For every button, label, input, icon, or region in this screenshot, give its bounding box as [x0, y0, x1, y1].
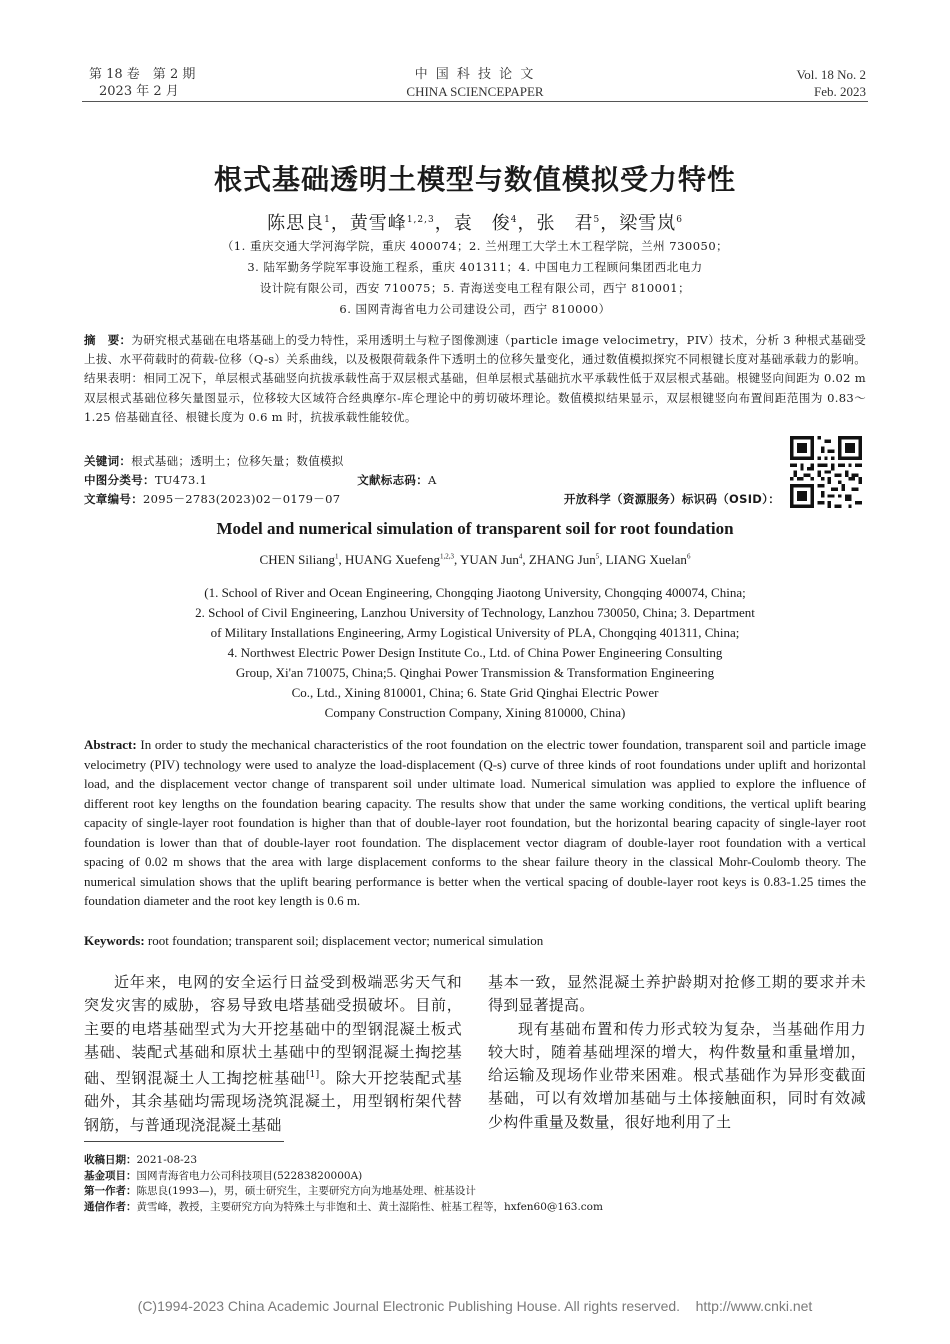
doc-code-label: 文献标志码：: [357, 473, 429, 487]
osid-line: [540, 490, 780, 509]
author-name-en: CHEN Siliang: [259, 552, 336, 567]
author-affil-sup: 5: [595, 552, 600, 561]
affiliation-line-en: of Military Installations Engineering, Army Logistical University of PLA, Chongqing 401311, China;: [210, 625, 740, 640]
keywords-label-en: Keywords:: [84, 933, 145, 948]
abstract-label: 摘 要：: [84, 333, 132, 347]
body-paragraph: [84, 971, 462, 1137]
footnote-text: 黄雪峰，教授，主要研究方向为特殊土与非饱和土、黄土湿陷性、桩基工程等，hxfen60@163.com: [136, 1200, 603, 1213]
affiliation-line-en: Group, Xi'an 710075, China;5. Qinghai Power Transmission & Transformation Engineering: [235, 665, 715, 680]
author-affil-sup: 1,2,3: [439, 552, 454, 561]
footnote-rule: [84, 1141, 284, 1142]
affiliation-line-en: 4. Northwest Electric Power Design Institute Co., Ltd. of China Power Engineering Consulting: [227, 645, 723, 660]
author-affil-sup: 6: [676, 215, 683, 225]
abstract-en: [84, 735, 866, 911]
author-name: 袁 俊: [453, 213, 511, 234]
affiliation-line-en: 2. School of Civil Engineering, Lanzhou University of Technology, Lanzhou 730050, China; 3. Department: [195, 605, 755, 620]
footnotes: [84, 1153, 866, 1215]
qr-code-icon: [790, 436, 862, 508]
footnote-text: 陈思良(1993—)，男，硕士研究生，主要研究方向为地基处理、桩基设计: [136, 1185, 476, 1197]
header-rule: [82, 101, 868, 102]
clc-value: TU473.1: [154, 473, 208, 487]
volume-issue-en: Vol. 18 No. 2: [796, 67, 866, 82]
body-right-column: [488, 971, 866, 1134]
affiliation-line: （1. 重庆交通大学河海学院，重庆 400074；2. 兰州理工大学土木工程学院，兰州 730050；: [221, 239, 729, 253]
author-name-en: LIANG Xuelan: [605, 552, 687, 567]
abstract-text-en: In order to study the mechanical characteristics of the root foundation on the electric tower foundation, transparent soil and particle image velocimetry (PIV) technology were used to analyze the load-displacement (Q-s) curve of three kinds of root foundations under uplift and horizontal load, and the displacement vector change of transparent soil under ultimate load. Numerical simulation was applied to explore the influence of different root key lengths on the foundation bearing capacity. The results show that under the same working conditions, the vertical uplift bearing capacity of single-layer root foundation is higher than that of double-layer root foundation, but the horizontal bearing capacity of single-layer root foundation is lower than that of double-layer root foundation. The displacement vector diagram of double-layer root foundation with a vertical spacing of 0.02 m shows that the area with large displacement conforms to the shear failure theory in the classical Mohr-Coulomb theory. The numerical simulation shows that the uplift bearing performance is better when the vertical spacing of double-layer root keys is 0.83-1.25 times the foundation diameter and the root key length is 0.6 m.: [84, 737, 866, 908]
author-affil-sup: 1: [324, 215, 331, 225]
author-list-zh: 陈思良$^1$，黄雪峰$^{1,2,3}$，袁 俊$^4$，张 君$^5$，梁雪岚$^6$: [267, 213, 683, 234]
footnote-received: [84, 1153, 866, 1169]
footnote-label: 通信作者：: [84, 1200, 137, 1213]
paper-title-en: Model and numerical simulation of transparent soil for root foundation: [216, 519, 734, 538]
paragraph-text: 。除大开挖装配式基础外，其余基础均需现场浇筑混凝土，用型钢桁架代替钢筋，与普通现浇混凝土基础: [84, 1069, 462, 1134]
affiliation-line: 3. 陆军勤务学院军事设施工程系，重庆 401311；4. 中国电力工程顾问集团西北电力: [247, 260, 703, 274]
footnote-text: 国网青海省电力公司科技项目(52283820000A): [136, 1169, 363, 1182]
author-name: 黄雪峰: [349, 213, 407, 234]
abstract-label-en: Abstract:: [84, 737, 137, 752]
abstract-zh: [84, 331, 866, 427]
paragraph-text: 近年来，电网的安全运行日益受到极端恶劣天气和突发灾害的威胁，容易导致电塔基础受损破坏。目前，主要的电塔基础型式为大开挖基础中的型钢混凝土板式基础、装配式基础和原状土基础中的型钢混凝土掏挖基础、型钢混凝土人工掏挖桩基础: [84, 973, 462, 1088]
keywords-text: 根式基础；透明土；位移矢量；数值模拟: [131, 454, 344, 468]
abstract-text: 为研究根式基础在电塔基础上的受力特性，采用透明土与粒子图像测速（particle image velocimetry，PIV）技术，分析 3 种根式基础受上拔、水平荷载时的荷载-位移（Q-s）关系曲线，以及极限荷载条件下透明土的位移矢量变化，通过数值模拟探究不同根键长度对基础承载力的影响。结果表明：相同工况下，单层根式基础竖向抗拔承载性高于双层根式基础，但单层根式基础抗水平承载性低于双层根式基础。根键竖向间距为 0.02 m 双层根式基础位移矢量图显示，位移较大区域符合经典摩尔-库仑理论中的剪切破坏理论。数值模拟结果显示，双层根键竖向布置间距范围为 0.83～1.25 倍基础直径、根键长度为 0.6 m 时，抗拔承载性能较优。: [84, 333, 866, 424]
author-affil-sup: 5: [593, 215, 601, 225]
header-center: [375, 66, 575, 100]
footnote-first-author: [84, 1184, 866, 1200]
author-affil-sup: 1: [335, 552, 339, 561]
citation-ref: [1]: [305, 1070, 320, 1081]
doc-code-value: A: [428, 473, 437, 487]
footnote-label: 收稿日期：: [84, 1154, 137, 1166]
article-no-value: 2095－2783(2023)02－0179－07: [143, 492, 341, 506]
author-affil-sup: 4: [510, 215, 518, 225]
body-left-column: [84, 971, 462, 1137]
affiliation-line-en: Co., Ltd., Xining 810001, China; 6. State Grid Qinghai Electric Power: [291, 685, 659, 700]
author-name-en: YUAN Jun: [460, 552, 519, 567]
affiliation-line-en: (1. School of River and Ocean Engineering, Chongqing Jiaotong University, Chongqing 400074, China;: [204, 585, 746, 600]
affiliation-line: 6. 国网青海省电力公司建设公司，西宁 810000）: [339, 302, 611, 316]
footnote-corresponding-author: [84, 1200, 866, 1216]
author-affil-sup: 6: [686, 552, 691, 561]
article-no-label: 文章编号：: [84, 492, 143, 506]
body-paragraph: 现有基础布置和传力形式较为复杂，当基础作用力较大时，随着基础埋深的增大，构件数量和重量增加，给运输及现场作业带来困难。根式基础作为异形变截面基础，可以有效增加基础与土体接触面积，同时有效减少构件重量及数量，很好地利用了土: [488, 1019, 866, 1131]
author-name-en: HUANG Xuefeng: [345, 552, 440, 567]
volume-issue: 第 18 卷 第 2 期: [89, 67, 196, 82]
footnote-funding: [84, 1169, 866, 1185]
publication-date: 2023 年 2 月: [99, 84, 179, 99]
body-paragraph: 基本一致，显然混凝土养护龄期对抢修工期的要求并未得到显著提高。: [488, 973, 866, 1015]
author-name: 陈思良: [267, 213, 325, 234]
author-name-en: ZHANG Jun: [528, 552, 596, 567]
clc-label: 中图分类号：: [84, 473, 155, 487]
footnote-label: 基金项目：: [84, 1169, 137, 1182]
keywords-label: 关键词：: [84, 454, 132, 468]
author-name: 张 君: [536, 213, 594, 234]
keywords-text-en: root foundation; transparent soil; displacement vector; numerical simulation: [144, 933, 544, 948]
author-name: 梁雪岚: [619, 213, 677, 234]
author-list-en: CHEN Siliang$^1$, HUANG Xuefeng$^{1,2,3}$, YUAN Jun$^4$, ZHANG Jun$^5$, LIANG Xuelan$^6$: [259, 552, 691, 567]
classification-line: [84, 471, 774, 490]
footnote-label: 第一作者：: [84, 1185, 137, 1197]
author-affil-sup: 1,2,3: [406, 215, 435, 225]
copyright-footer: (C)1994-2023 China Academic Journal Electronic Publishing House. All rights reserved. http://www.cnki.net: [137, 1298, 813, 1314]
journal-name-en: CHINA SCIENCEPAPER: [406, 84, 544, 99]
keywords-en: [84, 931, 866, 951]
publication-date-en: Feb. 2023: [814, 84, 866, 99]
header-left: [89, 66, 249, 100]
journal-name-zh: 中 国 科 技 论 文: [414, 67, 536, 82]
keywords-zh: [84, 452, 774, 471]
affiliation-line: 设计院有限公司，西安 710075；5. 青海送变电工程有限公司，西宁 810001；: [259, 281, 691, 295]
affiliations-en: [100, 583, 850, 723]
footnote-text: 2021-08-23: [136, 1154, 198, 1166]
author-affil-sup: 4: [518, 552, 523, 561]
header-right: [700, 66, 866, 100]
osid-label: 开放科学（资源服务）标识码（OSID）：: [563, 492, 780, 506]
affiliations-zh: [110, 236, 840, 320]
affiliation-line-en: Company Construction Company, Xining 810000, China): [324, 705, 626, 720]
paper-title-zh: 根式基础透明土模型与数值模拟受力特性: [213, 163, 736, 196]
